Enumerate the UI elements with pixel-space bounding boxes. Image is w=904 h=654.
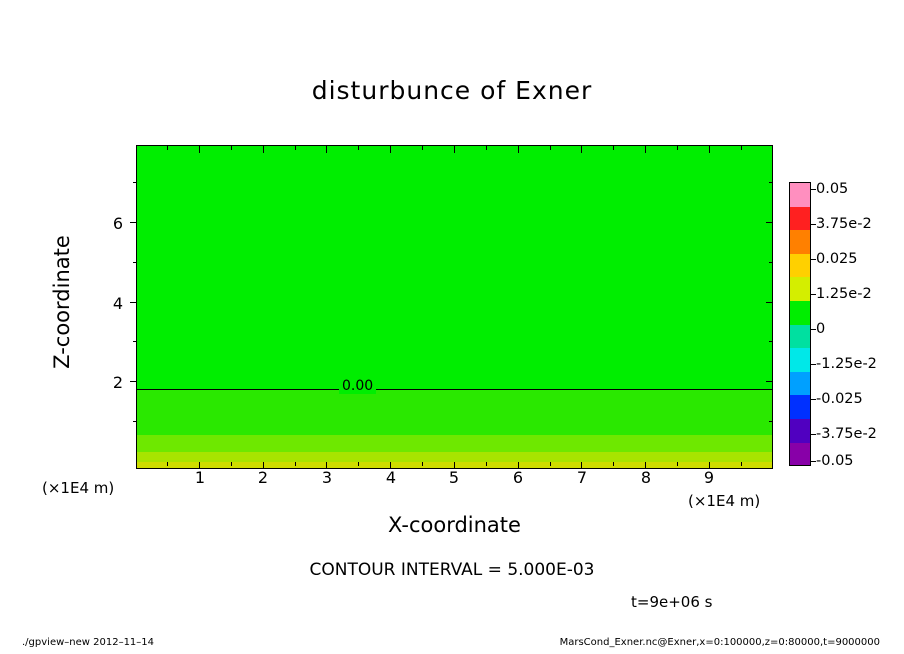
y-tick	[130, 302, 137, 303]
x-tick-minor	[486, 462, 487, 466]
time-annotation: t=9e+06 s	[631, 593, 713, 611]
x-tick-minor	[613, 462, 614, 466]
x-tick-minor	[741, 462, 742, 466]
x-tick-top	[263, 146, 264, 153]
colorbar-cell	[790, 301, 810, 325]
y-tick-minor-right	[769, 182, 773, 183]
x-tick-minor	[358, 462, 359, 466]
x-axis-title: X-coordinate	[388, 513, 521, 537]
x-tick-minor	[295, 462, 296, 466]
colorbar-cell	[790, 443, 810, 466]
y-tick-minor	[133, 421, 137, 422]
colorbar-label: -1.25e-2	[816, 356, 877, 372]
y-tick-label: 2	[112, 373, 123, 392]
x-tick-minor-top	[741, 146, 742, 150]
y-axis-unit: (×1E4 m)	[42, 479, 115, 497]
page-title: disturbunce of Exner	[311, 76, 593, 105]
field-band	[137, 452, 772, 462]
plot-area	[136, 145, 773, 469]
x-tick-minor-top	[550, 146, 551, 150]
x-tick-top	[645, 146, 646, 153]
y-tick-label: 4	[112, 294, 123, 313]
x-tick-top	[454, 146, 455, 153]
colorbar-cell	[790, 395, 810, 419]
x-tick-label: 9	[703, 468, 715, 487]
colorbar-label: -3.75e-2	[816, 426, 877, 442]
x-tick-label: 8	[640, 468, 652, 487]
contour-line-label: 0.00	[339, 378, 376, 394]
x-tick-minor-top	[295, 146, 296, 150]
footer-left-text: ./gpview–new 2012–11–14	[22, 637, 155, 648]
contour-interval-label: CONTOUR INTERVAL = 5.000E-03	[309, 560, 595, 580]
colorbar-cell	[790, 277, 810, 301]
x-tick-top	[390, 146, 391, 153]
x-tick-minor-top	[231, 146, 232, 150]
y-tick-right	[766, 381, 773, 382]
x-tick-label: 3	[321, 468, 333, 487]
colorbar-cell	[790, 207, 810, 231]
x-tick-minor	[231, 462, 232, 466]
colorbar-cell	[790, 230, 810, 254]
x-tick-top	[199, 146, 200, 153]
colorbar-label: 0.025	[816, 251, 858, 267]
colorbar-cell	[790, 254, 810, 278]
colorbar-cell	[790, 419, 810, 443]
x-tick-minor-top	[486, 146, 487, 150]
colorbar-label: -0.025	[816, 391, 863, 407]
x-tick-label: 7	[576, 468, 588, 487]
x-tick-label: 1	[194, 468, 206, 487]
colorbar	[789, 182, 811, 466]
colorbar-label: -0.05	[816, 453, 854, 469]
colorbar-label: 0	[816, 321, 826, 337]
field-band	[137, 389, 772, 435]
x-tick-label: 5	[448, 468, 460, 487]
x-tick-label: 2	[257, 468, 269, 487]
x-tick-minor	[677, 462, 678, 466]
y-tick-minor-right	[769, 421, 773, 422]
colorbar-label: 1.25e-2	[816, 286, 872, 302]
y-tick-minor	[133, 262, 137, 263]
colorbar-cell	[790, 325, 810, 349]
x-tick-top	[581, 146, 582, 153]
x-tick-label: 4	[385, 468, 397, 487]
y-tick-minor-right	[769, 262, 773, 263]
colorbar-cell	[790, 372, 810, 396]
y-tick-label: 6	[112, 214, 123, 233]
y-tick-right	[766, 302, 773, 303]
y-tick	[130, 222, 137, 223]
x-axis-unit: (×1E4 m)	[688, 492, 761, 510]
x-tick-minor-top	[677, 146, 678, 150]
x-tick-minor-top	[167, 146, 168, 150]
y-tick-minor	[133, 341, 137, 342]
x-tick-minor	[422, 462, 423, 466]
x-tick-minor-top	[613, 146, 614, 150]
x-tick-minor	[167, 462, 168, 466]
colorbar-cell	[790, 183, 810, 207]
x-tick-top	[326, 146, 327, 153]
y-tick	[130, 381, 137, 382]
colorbar-label: 3.75e-2	[816, 216, 872, 232]
field-band	[137, 435, 772, 452]
y-tick-minor	[133, 182, 137, 183]
y-tick-right	[766, 222, 773, 223]
x-tick-minor	[550, 462, 551, 466]
contour-line-zero	[137, 389, 772, 390]
colorbar-label: 0.05	[816, 181, 849, 197]
footer-right-text: MarsCond_Exner.nc@Exner,x=0:100000,z=0:80000,t=9000000	[559, 637, 880, 648]
x-tick-top	[709, 146, 710, 153]
colorbar-cell	[790, 348, 810, 372]
y-tick-minor-right	[769, 341, 773, 342]
x-tick-top	[518, 146, 519, 153]
x-tick-minor-top	[358, 146, 359, 150]
field-band	[137, 146, 772, 389]
y-axis-title: Z-coordinate	[50, 235, 74, 369]
x-tick-label: 6	[512, 468, 524, 487]
x-tick-minor-top	[422, 146, 423, 150]
